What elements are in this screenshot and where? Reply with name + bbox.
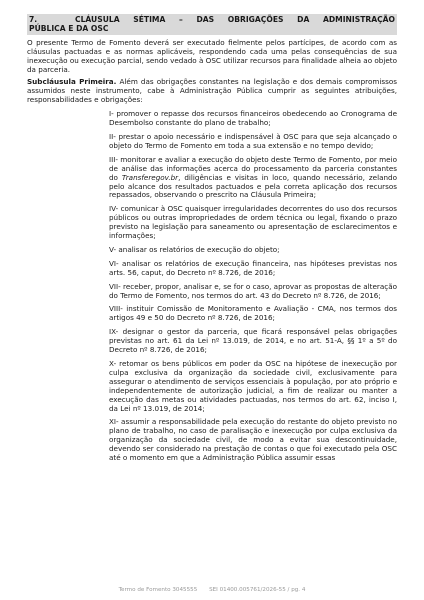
clause-title-line2: PÚBLICA E DA OSC xyxy=(29,24,109,34)
obligation-item-9: IX- designar o gestor da parceria, que ficará responsável pelas obrigações previstas no art. 61 da Lei nº 13.019, de 2014, e no art. 51-A, §§ 1º a 5º do Decreto nº 8.726, de 2016; xyxy=(109,327,397,355)
obligation-item-2: II- prestar o apoio necessário e indispensável à OSC para que seja alcançado o objeto do Termo de Fomento em toda a sua extensão e no tempo devido; xyxy=(109,131,397,150)
obligation-item-6: VI- analisar os relatórios de execução financeira, nas hipóteses previstas nos arts. 56, caput, do Decreto nº 8.726, de 2016; xyxy=(109,258,397,277)
footer-document-name: Termo de Fomento 3045555 xyxy=(118,587,198,593)
obligation-item-3-text: III- monitorar e avaliar a execução do objeto deste Termo de Fomento, por meio de análise das informações acerca do processamento da parceria constantes do xyxy=(109,154,397,182)
obligation-item-3 xyxy=(109,156,397,201)
document-page xyxy=(27,14,397,463)
clause-number: 7. xyxy=(29,15,38,24)
obligation-item-4: IV- comunicar à OSC quaisquer irregularidades decorrentes do uso dos recursos públicos ou outras impropriedades de ordem técnica ou legal, fixando o prazo previsto na legislação para saneamento ou apresentação de esclarecimentos e informações; xyxy=(109,204,397,241)
obligations-list xyxy=(109,110,397,463)
obligation-item-3-tail: , diligências e visitas in loco, quando necessário, zelando pelo alcance dos resultados pactuados e pela correta aplicação dos recursos repassados, observando o prescrito na Cláusula Primeira; xyxy=(109,172,397,200)
clause-heading-line1 xyxy=(29,15,395,24)
clause-heading xyxy=(27,14,397,35)
obligation-item-7: VII- receber, propor, analisar e, se for o caso, aprovar as propostas de alteração do Termo de Fomento, nos termos do art. 43 do Decreto nº 8.726, de 2016; xyxy=(109,281,397,300)
obligation-item-8: VIII- instituir Comissão de Monitoramento e Avaliação - CMA, nos termos dos artigos 49 e 50 do Decreto nº 8.726, de 2016; xyxy=(109,304,397,323)
obligation-item-5: V- analisar os relatórios de execução do objeto; xyxy=(109,244,280,254)
subclause-title: Subcláusula Primeira. xyxy=(27,77,117,87)
page-footer xyxy=(0,587,424,593)
clause-title-line1: CLÁUSULA SÉTIMA – DAS OBRIGAÇÕES DA ADMINISTRAÇÃO xyxy=(75,15,395,24)
intro-paragraph: O presente Termo de Fomento deverá ser executado fielmente pelos partícipes, de acordo com as cláusulas pactuadas e as normas aplicáveis, respondendo cada uma pelas consequências de sua inexecução ou execução parcial, sendo vedado à OSC utilizar recursos para finalidade alheia ao objeto da parceria. xyxy=(27,37,397,74)
subclause-paragraph xyxy=(27,78,397,105)
obligation-item-1: I- promover o repasse dos recursos financeiros obedecendo ao Cronograma de Desembolso constante do plano de trabalho; xyxy=(109,109,397,128)
obligation-item-10: X- retomar os bens públicos em poder da OSC na hipótese de inexecução por culpa exclusiva da organização da sociedade civil, exclusivamente para assegurar o atendimento de serviços essenciais à população, por ato próprio e independentemente de autorização judicial, a fim de realizar ou manter a execução das metas ou atividades pactuadas, nos termos do art. 62, inciso I, da Lei nº 13.019, de 2014; xyxy=(109,359,397,413)
obligation-item-11: XI- assumir a responsabilidade pela execução do restante do objeto previsto no plano de trabalho, no caso de paralisação e inexecução por culpa exclusiva da organização da sociedade civil, de modo a evitar sua descontinuidade, devendo ser considerado na prestação de contas o que foi executado pela OSC até o momento em que a Administração Pública assumir essas xyxy=(109,417,397,463)
footer-sei-reference: SEI 01400.005761/2026-55 / pg. 4 xyxy=(209,587,306,593)
transferegov-reference: Transferegov.br xyxy=(121,172,179,182)
subclause-text: Além das obrigações constantes na legislação e dos demais compromissos assumidos neste instrumento, cabe à Administração Pública cumprir as seguintes atribuições, responsabilidades e obrigações: xyxy=(27,77,397,105)
